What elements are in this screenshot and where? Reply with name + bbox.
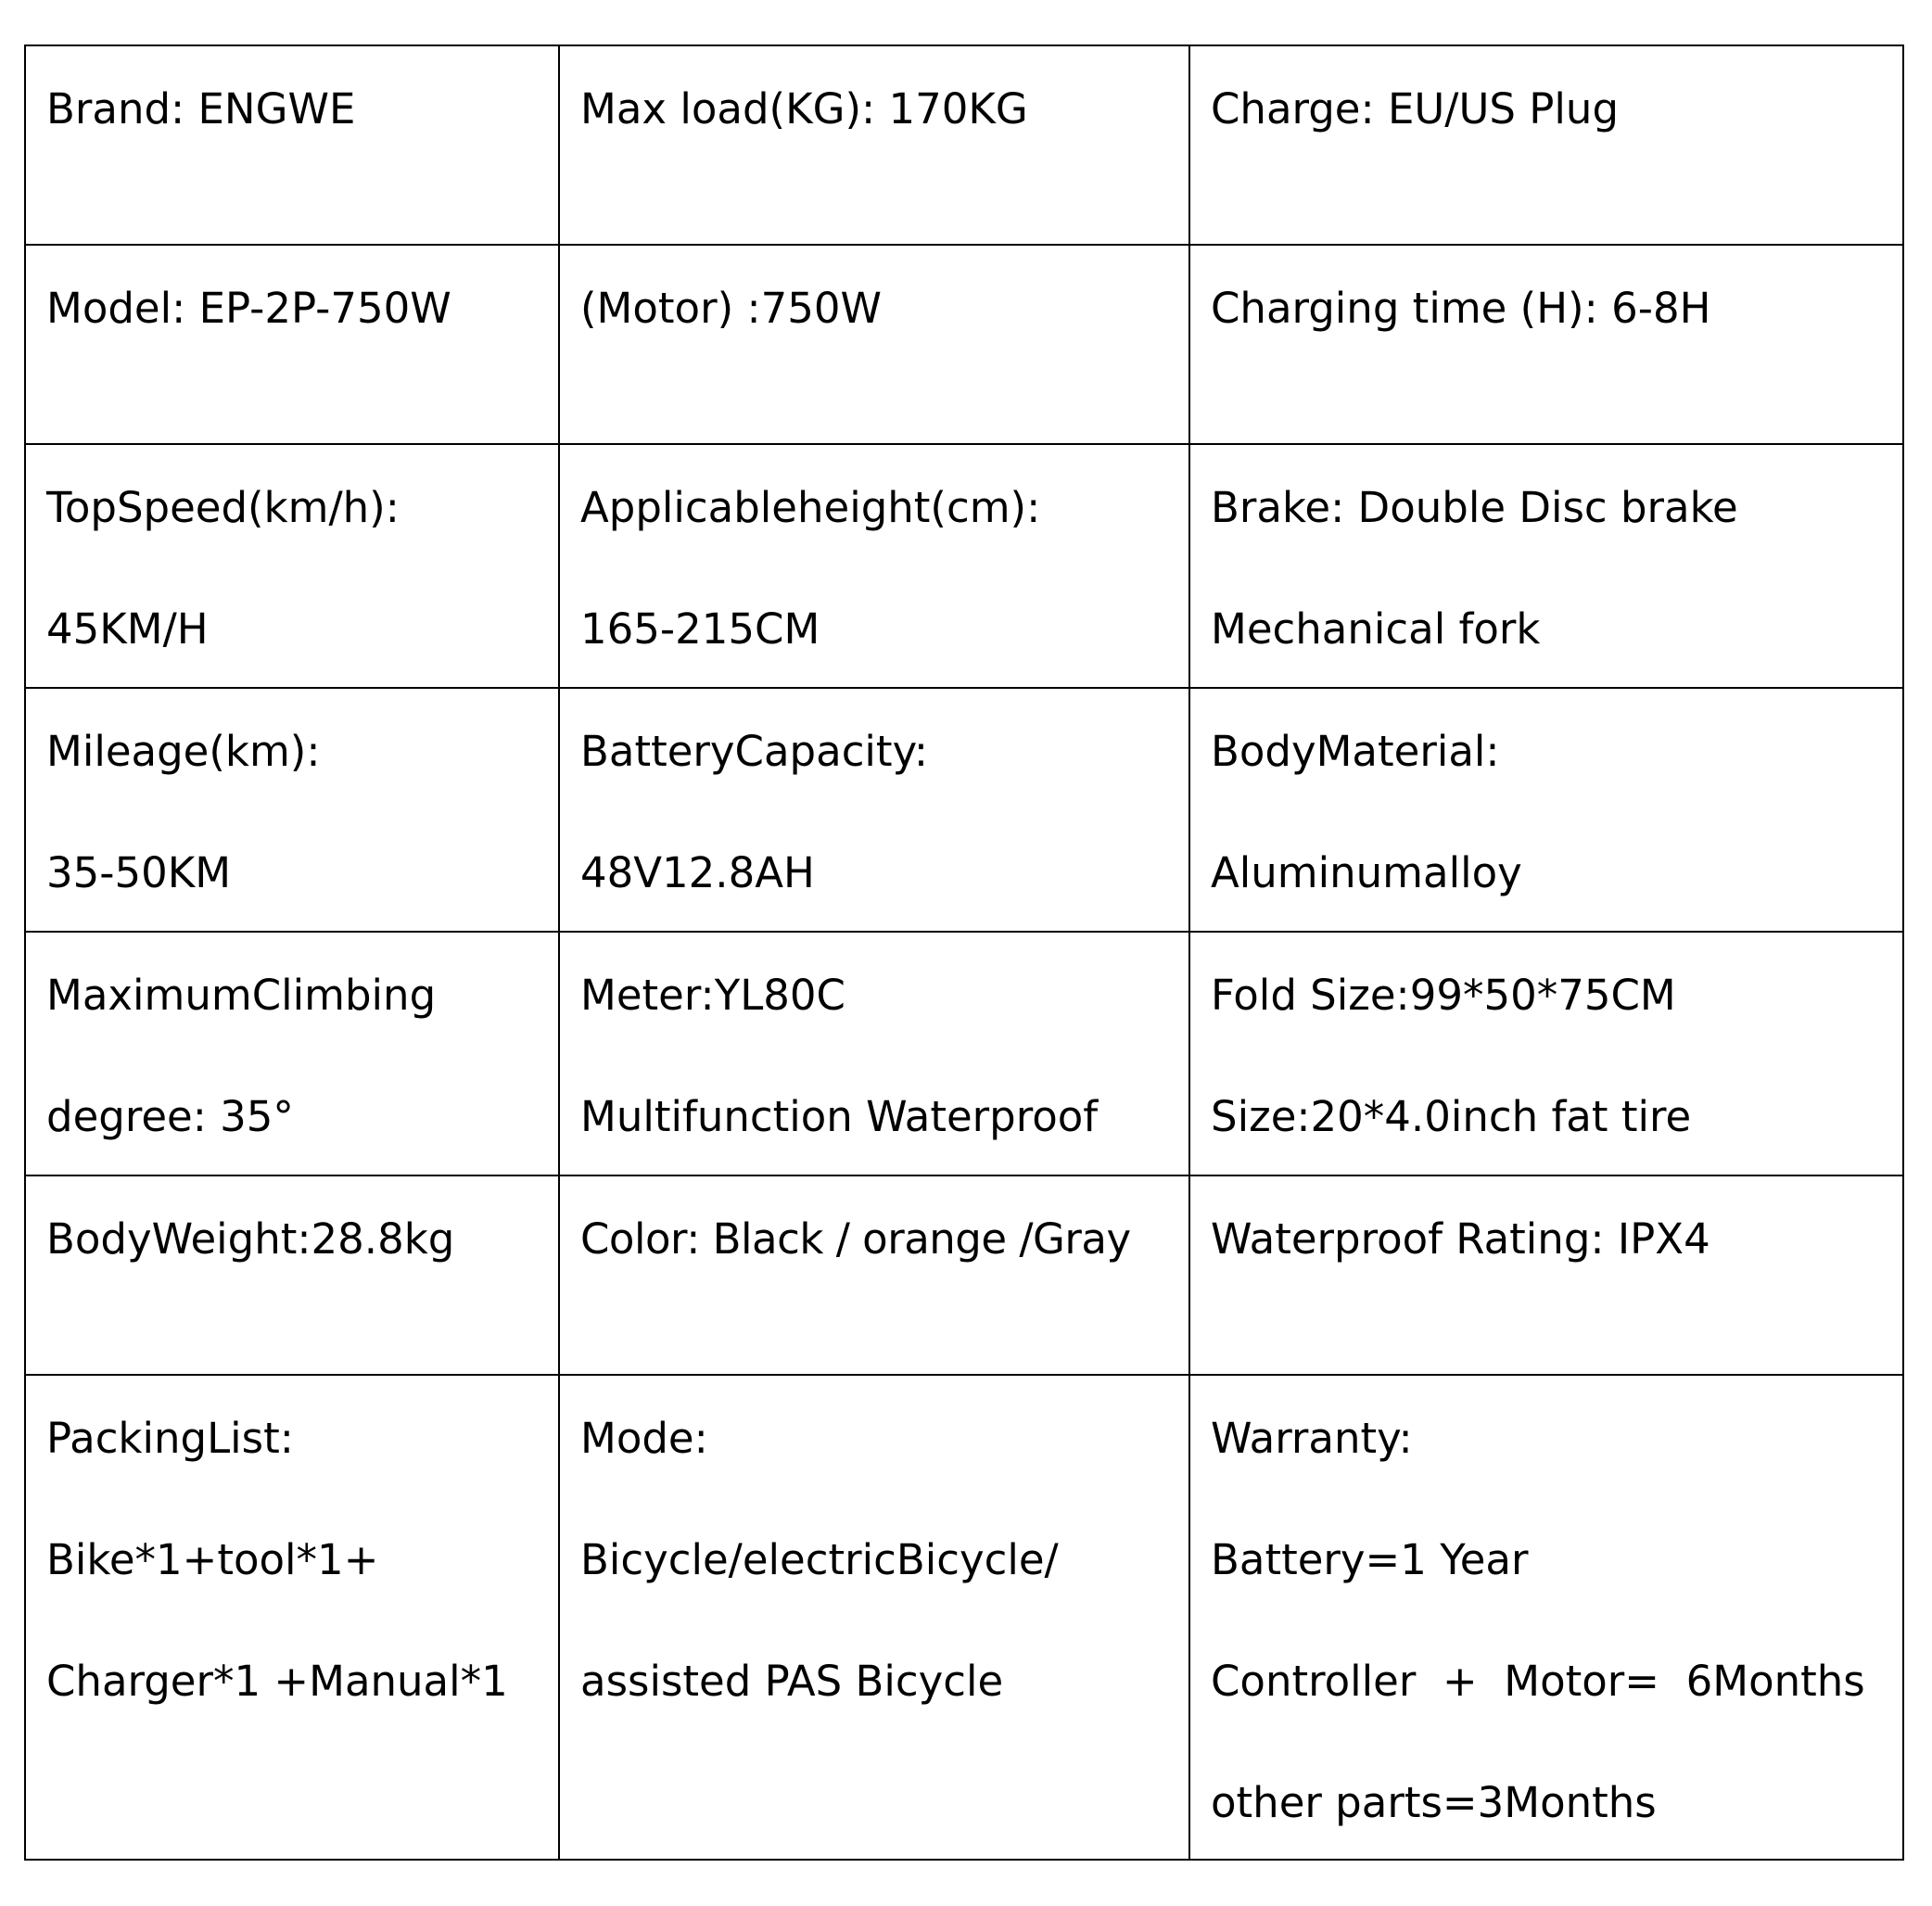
spec-line: Brand: ENGWE (46, 84, 356, 133)
spec-cell-brand (25, 45, 559, 245)
spec-cell-body-weight (25, 1175, 559, 1375)
spec-line: Applicableheight(cm): (580, 483, 1041, 532)
spec-cell-mode (559, 1375, 1189, 1860)
spec-line: PackingList: (46, 1414, 294, 1463)
spec-cell-applicable-height (559, 444, 1189, 688)
spec-line: 45KM/H (46, 604, 209, 654)
table-row (25, 444, 1903, 688)
table-row (25, 1375, 1903, 1860)
spec-line: Fold Size:99*50*75CM (1211, 971, 1676, 1020)
spec-line: Model: EP-2P-750W (46, 284, 451, 333)
table-row (25, 1175, 1903, 1375)
spec-line: BodyMaterial: (1211, 727, 1500, 776)
spec-line: Battery=1 Year (1211, 1535, 1529, 1584)
spec-line: Mileage(km): (46, 727, 321, 776)
table-row (25, 45, 1903, 245)
spec-cell-packing-list (25, 1375, 559, 1860)
spec-cell-meter (559, 932, 1189, 1175)
spec-line: TopSpeed(km/h): (46, 483, 400, 532)
spec-line: Charging time (H): 6-8H (1211, 284, 1711, 333)
spec-line: Charger*1 +Manual*1 (46, 1657, 508, 1706)
spec-cell-color (559, 1175, 1189, 1375)
spec-line: Mode: (580, 1414, 708, 1463)
spec-line: Bike*1+tool*1+ (46, 1535, 379, 1584)
spec-line: Aluminumalloy (1211, 848, 1522, 897)
spec-line: Meter:YL80C (580, 971, 845, 1020)
spec-cell-charge (1189, 45, 1903, 245)
spec-cell-motor (559, 245, 1189, 444)
spec-table (24, 44, 1904, 1861)
spec-cell-body-material (1189, 688, 1903, 932)
spec-line: Charge: EU/US Plug (1211, 84, 1620, 133)
table-row (25, 932, 1903, 1175)
spec-line: Bicycle/electricBicycle/ (580, 1535, 1059, 1584)
spec-cell-charging-time (1189, 245, 1903, 444)
spec-line: 48V12.8AH (580, 848, 815, 897)
table-row (25, 688, 1903, 932)
spec-line: 165-215CM (580, 604, 820, 654)
spec-line: other parts=3Months (1211, 1778, 1657, 1827)
spec-line: assisted PAS Bicycle (580, 1657, 1004, 1706)
spec-cell-mileage (25, 688, 559, 932)
spec-line: Color: Black / orange /Gray (580, 1214, 1131, 1264)
spec-line: Multifunction Waterproof (580, 1092, 1099, 1141)
table-row (25, 245, 1903, 444)
spec-cell-model (25, 245, 559, 444)
spec-line: degree: 35° (46, 1092, 294, 1141)
spec-cell-top-speed (25, 444, 559, 688)
spec-line: Size:20*4.0inch fat tire (1211, 1092, 1692, 1141)
spec-line: Controller + Motor= 6Months (1211, 1657, 1865, 1706)
spec-cell-max-load (559, 45, 1189, 245)
spec-line: Brake: Double Disc brake (1211, 483, 1738, 532)
spec-cell-brake (1189, 444, 1903, 688)
spec-line: 35-50KM (46, 848, 232, 897)
spec-line: Warranty: (1211, 1414, 1413, 1463)
spec-cell-battery-capacity (559, 688, 1189, 932)
spec-cell-warranty (1189, 1375, 1903, 1860)
spec-line: Mechanical fork (1211, 604, 1541, 654)
spec-line: BatteryCapacity: (580, 727, 929, 776)
spec-cell-climbing (25, 932, 559, 1175)
spec-line: Waterproof Rating: IPX4 (1211, 1214, 1710, 1264)
spec-line: BodyWeight:28.8kg (46, 1214, 455, 1264)
spec-line: MaximumClimbing (46, 971, 437, 1020)
spec-line: Max load(KG): 170KG (580, 84, 1028, 133)
spec-cell-fold-size (1189, 932, 1903, 1175)
spec-line: (Motor) :750W (580, 284, 882, 333)
spec-cell-waterproof-rating (1189, 1175, 1903, 1375)
